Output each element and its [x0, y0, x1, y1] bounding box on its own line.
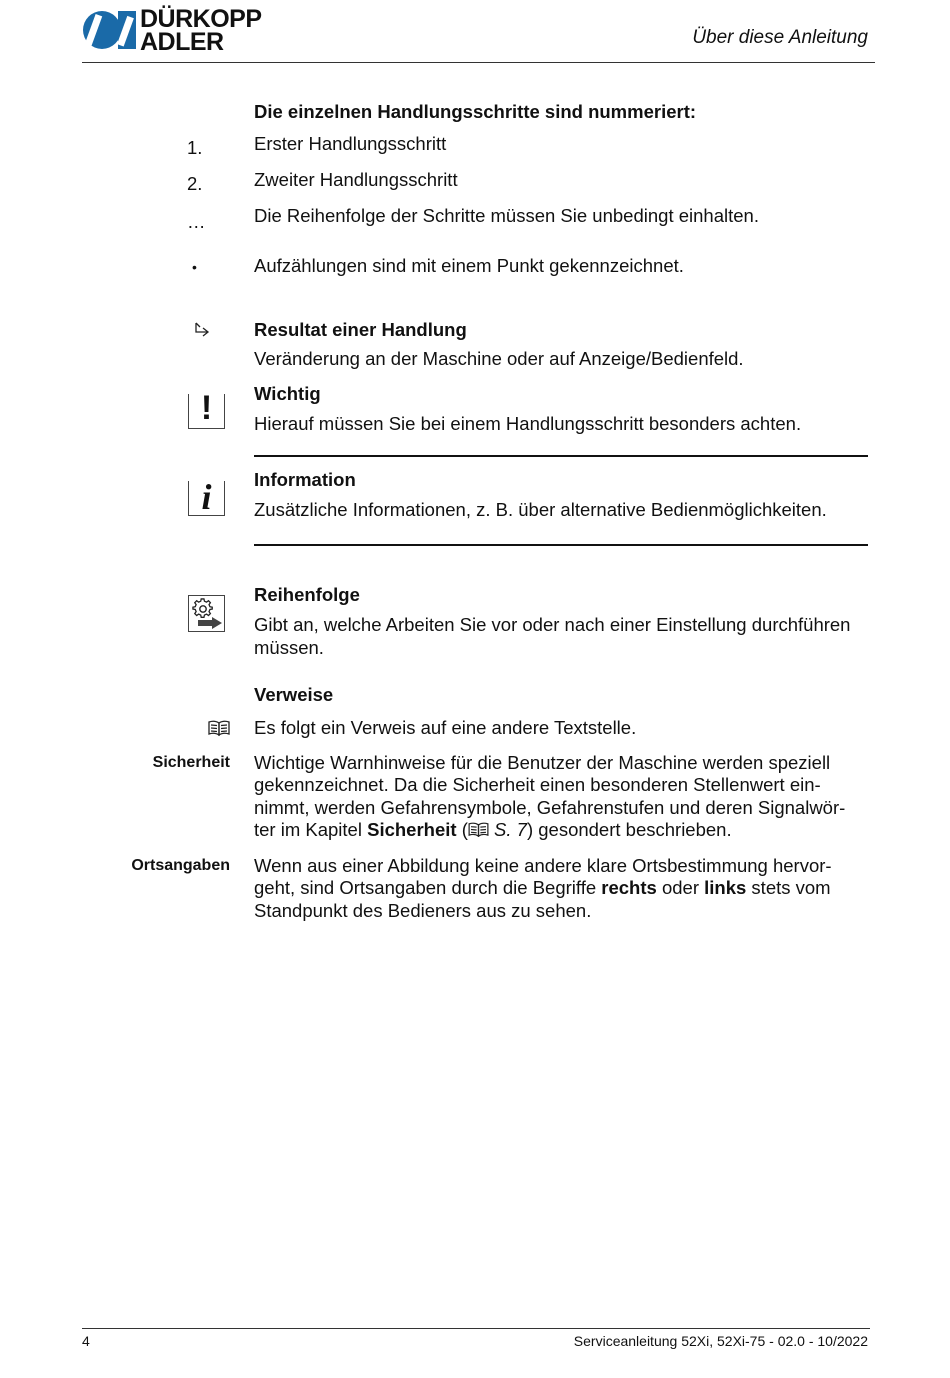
order-icon [188, 595, 225, 632]
step-text: Die Reihenfolge der Schritte müssen Sie unbedingt einhalten. [254, 205, 759, 226]
result-text: Veränderung an der Maschine oder auf Anzeige/Bedienfeld. [254, 348, 744, 369]
safety-label: Sicherheit [152, 754, 230, 771]
safety-text-line2: gekennzeichnet. Da die Sicherheit einen besonderen Stellenwert ein- [254, 774, 821, 795]
steps-heading: Die einzelnen Handlungsschritte sind nummeriert: [254, 101, 697, 122]
header-rule [82, 62, 875, 63]
important-icon: ! [188, 394, 225, 429]
brand-name-line1: DÜRKOPP [140, 5, 262, 33]
divider [254, 544, 868, 546]
book-icon [468, 822, 489, 837]
information-text: Zusätzliche Informationen, z. B. über alternative Bedienmöglichkeiten. [254, 499, 827, 520]
location-text-line2: geht, sind Ortsangaben durch die Begriffe rechts oder links stets vom [254, 877, 831, 898]
result-arrow-icon [193, 321, 213, 341]
page-number: 4 [82, 1333, 90, 1349]
information-title: Information [254, 469, 356, 490]
safety-text-line4: ter im Kapitel Sicherheit ( S. 7) gesondert beschrieben. [254, 819, 732, 840]
safety-text-line1: Wichtige Warnhinweise für die Benutzer der Maschine werden speziell [254, 752, 831, 773]
step-marker: 2. [187, 173, 203, 194]
info-icon: i [188, 481, 225, 516]
order-title: Reihenfolge [254, 584, 360, 605]
divider [254, 455, 868, 457]
location-text-line3: Standpunkt des Bedieners aus zu sehen. [254, 900, 592, 921]
step-text: Zweiter Handlungsschritt [254, 169, 458, 190]
footer-rule [82, 1328, 870, 1329]
footer-doc-title: Serviceanleitung 52Xi, 52Xi-75 - 02.0 - 10/2022 [573, 1333, 868, 1349]
brand-logo [82, 5, 282, 56]
brand-name-line2: ADLER [140, 28, 224, 56]
references-text: Es folgt ein Verweis auf eine andere Textstelle. [254, 717, 637, 738]
chapter-link[interactable]: Sicherheit [367, 819, 457, 840]
step-text: Erster Handlungsschritt [254, 133, 447, 154]
logo-mark-icon [82, 8, 138, 52]
section-title: Über diese Anleitung [692, 27, 868, 48]
step-marker: 1. [187, 137, 203, 158]
order-text-line1: Gibt an, welche Arbeiten Sie vor oder nach einer Einstellung durchführen [254, 614, 851, 635]
order-text-line2: müssen. [254, 637, 324, 658]
bullet-marker: • [192, 259, 197, 275]
references-title: Verweise [254, 684, 334, 705]
page-reference-link[interactable]: S. 7 [494, 819, 527, 840]
step-marker: … [187, 211, 206, 232]
location-text-line1: Wenn aus einer Abbildung keine andere klare Ortsbestimmung hervor- [254, 855, 832, 876]
arrow-right-icon [198, 617, 222, 629]
result-title: Resultat einer Handlung [254, 319, 467, 340]
important-text: Hierauf müssen Sie bei einem Handlungsschritt besonders achten. [254, 413, 802, 434]
safety-text-line3: nimmt, werden Gefahrensymbole, Gefahrenstufen und deren Signalwör- [254, 797, 846, 818]
bullet-text: Aufzählungen sind mit einem Punkt gekennzeichnet. [254, 255, 684, 276]
location-label: Ortsangaben [131, 857, 230, 874]
book-icon [208, 720, 230, 736]
important-title: Wichtig [254, 383, 321, 404]
